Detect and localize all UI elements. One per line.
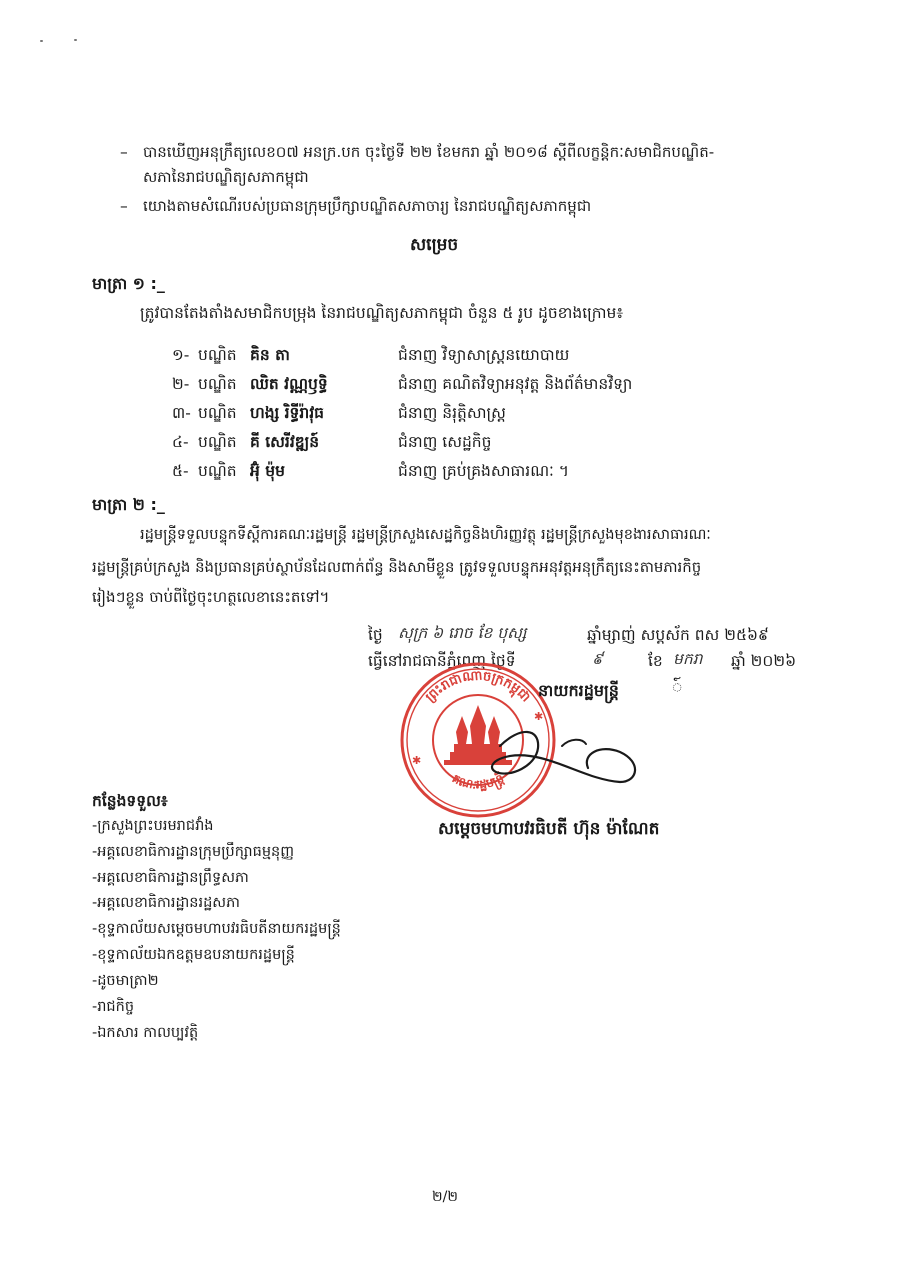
recipient-item: -អគ្គលេខាធិការដ្ឋានព្រឹទ្ធសភា: [92, 870, 249, 886]
member-field: ជំនាញ និរុត្តិសាស្ត្រ: [398, 404, 506, 422]
member-field: ជំនាញ វិទ្យាសាស្ត្រនយោបាយ: [398, 346, 570, 364]
member-number: ៥-: [172, 462, 189, 480]
article-1-heading: មាត្រា ១ :_: [92, 274, 165, 293]
member-number: ១-: [172, 346, 190, 364]
member-title: បណ្ឌិត: [198, 404, 237, 422]
member-number: ២-: [172, 375, 190, 393]
article-2-line-2: រដ្ឋមន្ត្រីគ្រប់ក្រសួង និងប្រធានគ្រប់ស្ថាប័នដែលពាក់ព័ន្ធ និងសាមីខ្លួន ត្រូវទទួលបន្ទុកអនុវត្តអនុក្រឹត្យនេះតាមភារកិច្ច: [92, 558, 702, 576]
member-name: ឈិត វណ្ណឫទ្ធិ: [250, 375, 328, 393]
member-title: បណ្ឌិត: [198, 375, 237, 393]
lunar-date-handwritten: សុក្រ ៦ រោច ខែ បុស្ស: [398, 624, 527, 642]
bullet-dash: –: [120, 143, 128, 161]
member-field: ជំនាញ គណិតវិទ្យាអនុវត្ត និងព័ត៌មានវិទ្យា: [398, 375, 633, 393]
bullet-dash: –: [120, 197, 128, 215]
page-number: ២/២: [432, 1189, 458, 1205]
article-2-heading: មាត្រា ២ :_: [92, 495, 165, 514]
member-number: ៣-: [172, 404, 191, 422]
member-name: ហង្ស រិទ្ធីរ៉ាវុធ: [250, 404, 324, 422]
member-name: អ៊ុំ ម៉ុម: [250, 462, 285, 480]
recipient-item: -អគ្គលេខាធិការដ្ឋានរដ្ឋសភា: [92, 895, 240, 911]
recipient-item: -ខុទ្ទកាល័យឯកឧត្ដមឧបនាយករដ្ឋមន្ត្រី: [92, 947, 295, 963]
lunar-year: ឆ្នាំម្សាញ់ សប្តស័ក ពស ២៥៦៩: [587, 626, 769, 644]
member-title: បណ្ឌិត: [198, 433, 237, 451]
preamble-line-3: យោងតាមសំណើរបស់ប្រធានក្រុមប្រឹក្សាបណ្ឌិតសភាចារ្យ នៃរាជបណ្ឌិត្យសភាកម្ពុជា: [143, 197, 592, 215]
svg-text:✱: ✱: [534, 710, 544, 723]
preamble-line-1: បានឃើញអនុក្រឹត្យលេខ០៧ អនក្រ.បក ចុះថ្ងៃទី ២២ ខែមករា ឆ្នាំ ២០១៨ ស្ដីពីលក្ខន្តិកៈសមាជិកបណ្ឌិត-: [143, 143, 715, 161]
member-name: គី សេរីវឌ្ឍន៍: [250, 433, 320, 451]
year-label: ឆ្នាំ ២០២៦: [731, 652, 797, 670]
seal-top-text: ព្រះរាជាណាចក្រកម្ពុជា: [423, 668, 534, 706]
member-title: បណ្ឌិត: [198, 346, 237, 364]
recipient-item: -រាជកិច្ច: [92, 999, 135, 1015]
member-name: គិន តា: [250, 346, 290, 364]
decision-heading: សម្រេច: [410, 235, 459, 255]
article-2-line-3: រៀងៗខ្លួន ចាប់ពីថ្ងៃចុះហត្ថលេខានេះតទៅ។: [92, 588, 330, 606]
member-number: ៤-: [172, 433, 189, 451]
month-handwritten: មករា: [673, 650, 703, 668]
article-1-intro: ត្រូវបានតែងតាំងសមាជិកបម្រុង នៃរាជបណ្ឌិត្យសភាកម្ពុជា ចំនួន ៥ រូប ដូចខាងក្រោម៖: [140, 304, 624, 322]
recipient-item: -អគ្គលេខាធិការដ្ឋានក្រុមប្រឹក្សាធម្មនុញ្ញ: [92, 844, 295, 860]
recipient-item: -ដូចមាត្រា២: [92, 973, 159, 989]
member-field: ជំនាញ គ្រប់គ្រងសាធារណៈ ។: [398, 462, 570, 480]
lunar-date-label: ថ្ងៃ: [368, 626, 383, 644]
svg-text:✱: ✱: [412, 754, 422, 767]
recipient-item: -ខុទ្ទកាល័យសម្ដេចមហាបវរធិបតីនាយករដ្ឋមន្ត្រី: [92, 921, 341, 937]
article-2-line-1: រដ្ឋមន្ត្រីទទួលបន្ទុកទីស្ដីការគណៈរដ្ឋមន្ត្រី រដ្ឋមន្ត្រីក្រសួងសេដ្ឋកិច្ចនិងហិរញ្ញវត្ថុ រដ្ឋមន្ត្រីក្រសួងមុខងារសាធារណៈ: [140, 526, 711, 543]
signature-role: នាយករដ្ឋមន្ត្រី: [538, 681, 619, 700]
day-handwritten: ៩: [592, 650, 603, 668]
recipient-item: -ឯកសារ កាលប្បវត្តិ: [92, 1025, 199, 1041]
place-date-label: ធ្វើនៅរាជធានីភ្នំពេញ ថ្ងៃទី: [368, 652, 516, 670]
preamble-line-2: សភានៃរាជបណ្ឌិត្យសភាកម្ពុជា: [143, 168, 309, 186]
recipients-heading: កន្លែងទទួល៖: [92, 792, 168, 810]
signature-mark: ៍: [672, 678, 683, 699]
recipient-item: -ក្រសួងព្រះបរមរាជវាំង: [92, 818, 214, 834]
member-field: ជំនាញ សេដ្ឋកិច្ច: [398, 433, 492, 451]
signatory-name: សម្ដេចមហាបវរធិបតី ហ៊ុន ម៉ាណែត: [438, 819, 660, 839]
seal-bottom-text: គណៈរដ្ឋមន្ត្រី: [449, 771, 507, 793]
month-label: ខែ: [648, 652, 663, 670]
handwritten-signature-icon: [470, 716, 650, 796]
member-title: បណ្ឌិត: [198, 462, 237, 480]
